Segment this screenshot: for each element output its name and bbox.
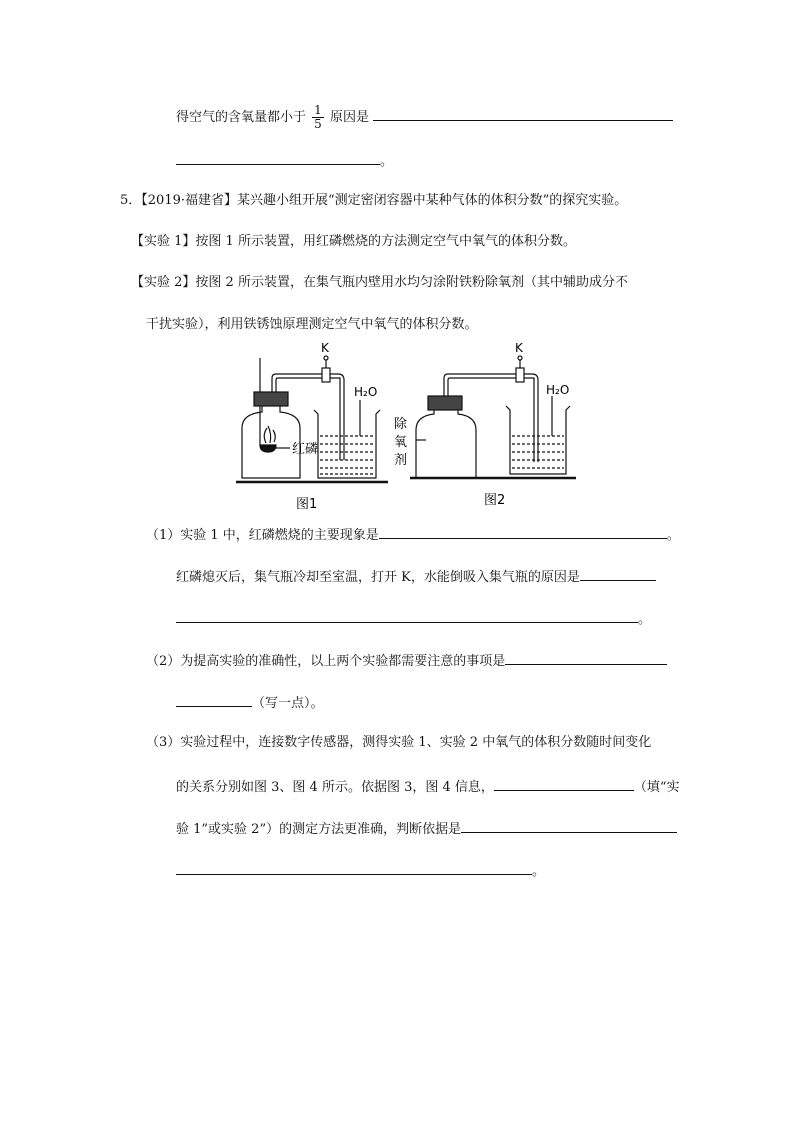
- fraction-one-fifth: [312, 104, 324, 131]
- fig1-h2o-label: H₂O: [354, 385, 378, 399]
- experiment-1-text: 【实验 1】按图 1 所示装置，用红磷燃烧的方法测定空气中氧气的体积分数。: [131, 234, 576, 249]
- answer-blank[interactable]: [176, 692, 252, 707]
- sub1-line1: [146, 524, 680, 545]
- sub3-line2: [176, 776, 680, 797]
- prev-question-line1: [176, 104, 673, 131]
- deoxidizer-char-1: 除: [394, 417, 408, 432]
- sub1-text-2: 红磷熄灭后，集气瓶冷却至室温，打开 K，水能倒吸入集气瓶的原因是: [176, 570, 580, 585]
- deoxidizer-char-2: 氧: [394, 435, 408, 450]
- answer-blank[interactable]: [505, 650, 667, 665]
- question-number: 5．: [120, 193, 142, 208]
- deoxidizer-char-3: 剂: [394, 453, 408, 468]
- sub1-text: （1）实验 1 中，红磷燃烧的主要现象是: [146, 528, 379, 543]
- fig2-caption: 图2: [484, 493, 506, 508]
- sub3-text-2: 的关系分别如图 3、图 4 所示。依据图 3，图 4 信息，: [176, 780, 494, 795]
- sub3-line1: （3）实验过程中，连接数字传感器，测得实验 1、实验 2 中氧气的体积分数随时间变化: [146, 735, 652, 750]
- answer-blank[interactable]: [176, 150, 380, 165]
- sub1-end-2: 。: [638, 612, 652, 627]
- answer-blank[interactable]: [176, 860, 532, 875]
- sub3-end: 。: [532, 864, 546, 879]
- answer-blank[interactable]: [580, 566, 656, 581]
- answer-blank[interactable]: [176, 608, 638, 623]
- fig2-stopper: [428, 396, 462, 410]
- answer-blank[interactable]: [373, 106, 673, 121]
- sub1-line2: [176, 566, 656, 587]
- answer-blank[interactable]: [379, 524, 667, 539]
- sub3-line3: [176, 818, 677, 839]
- fraction-numerator: 1: [314, 103, 322, 117]
- fig2-gas-bottle: [416, 410, 476, 478]
- fig2-delivery-tube: [444, 374, 538, 462]
- fig1-clamp-k: [322, 368, 330, 382]
- prev-text-before: 得空气的含氧量都小于: [176, 110, 307, 125]
- fig2-h2o-label: H₂O: [546, 383, 570, 397]
- answer-blank[interactable]: [461, 818, 677, 833]
- fig2-clamp-k: [516, 368, 524, 382]
- fig2-k-label: K: [515, 341, 523, 355]
- prev-text-after: 原因是: [329, 110, 369, 125]
- phosphorus-label: 红磷: [292, 442, 319, 457]
- sub3-text-2b: （填“实: [633, 780, 680, 795]
- question-intro: 某兴趣小组开展“测定密闭容器中某种气体的体积分数”的探究实验。: [237, 193, 628, 208]
- sub2-text-2: （写一点）。: [252, 696, 324, 711]
- experiment-2-text-line2: 干扰实验），利用铁锈蚀原理测定空气中氧气的体积分数。: [146, 317, 478, 332]
- combustion-spoon: [260, 445, 276, 452]
- fraction-denominator: 5: [314, 117, 322, 131]
- fig1-caption: 图1: [296, 497, 318, 512]
- sub3-text-3: 验 1”或实验 2”）的测定方法更准确，判断依据是: [176, 822, 462, 837]
- question-source: 【2019·福建省】: [141, 193, 237, 208]
- sub3-line4: [176, 860, 545, 881]
- sub2-text: （2）为提高实验的准确性，以上两个实验都需要注意的事项是: [146, 654, 506, 669]
- fig1-stopper: [254, 392, 288, 406]
- apparatus-figure: [230, 340, 600, 520]
- prev-end: 。: [380, 154, 394, 169]
- sub2-line1: [146, 650, 667, 671]
- fig1-k-label: K: [321, 341, 329, 355]
- flame: [264, 426, 275, 443]
- sub1-line3: [176, 608, 651, 629]
- sub1-end: 。: [666, 528, 680, 543]
- question-5-header: [120, 192, 627, 210]
- prev-question-line2: [176, 150, 393, 171]
- answer-blank[interactable]: [494, 776, 634, 791]
- experiment-2-text-line1: 【实验 2】按图 2 所示装置，在集气瓶内壁用水均匀涂附铁粉除氧剂（其中辅助成分不: [131, 275, 628, 290]
- sub2-line2: [176, 692, 324, 713]
